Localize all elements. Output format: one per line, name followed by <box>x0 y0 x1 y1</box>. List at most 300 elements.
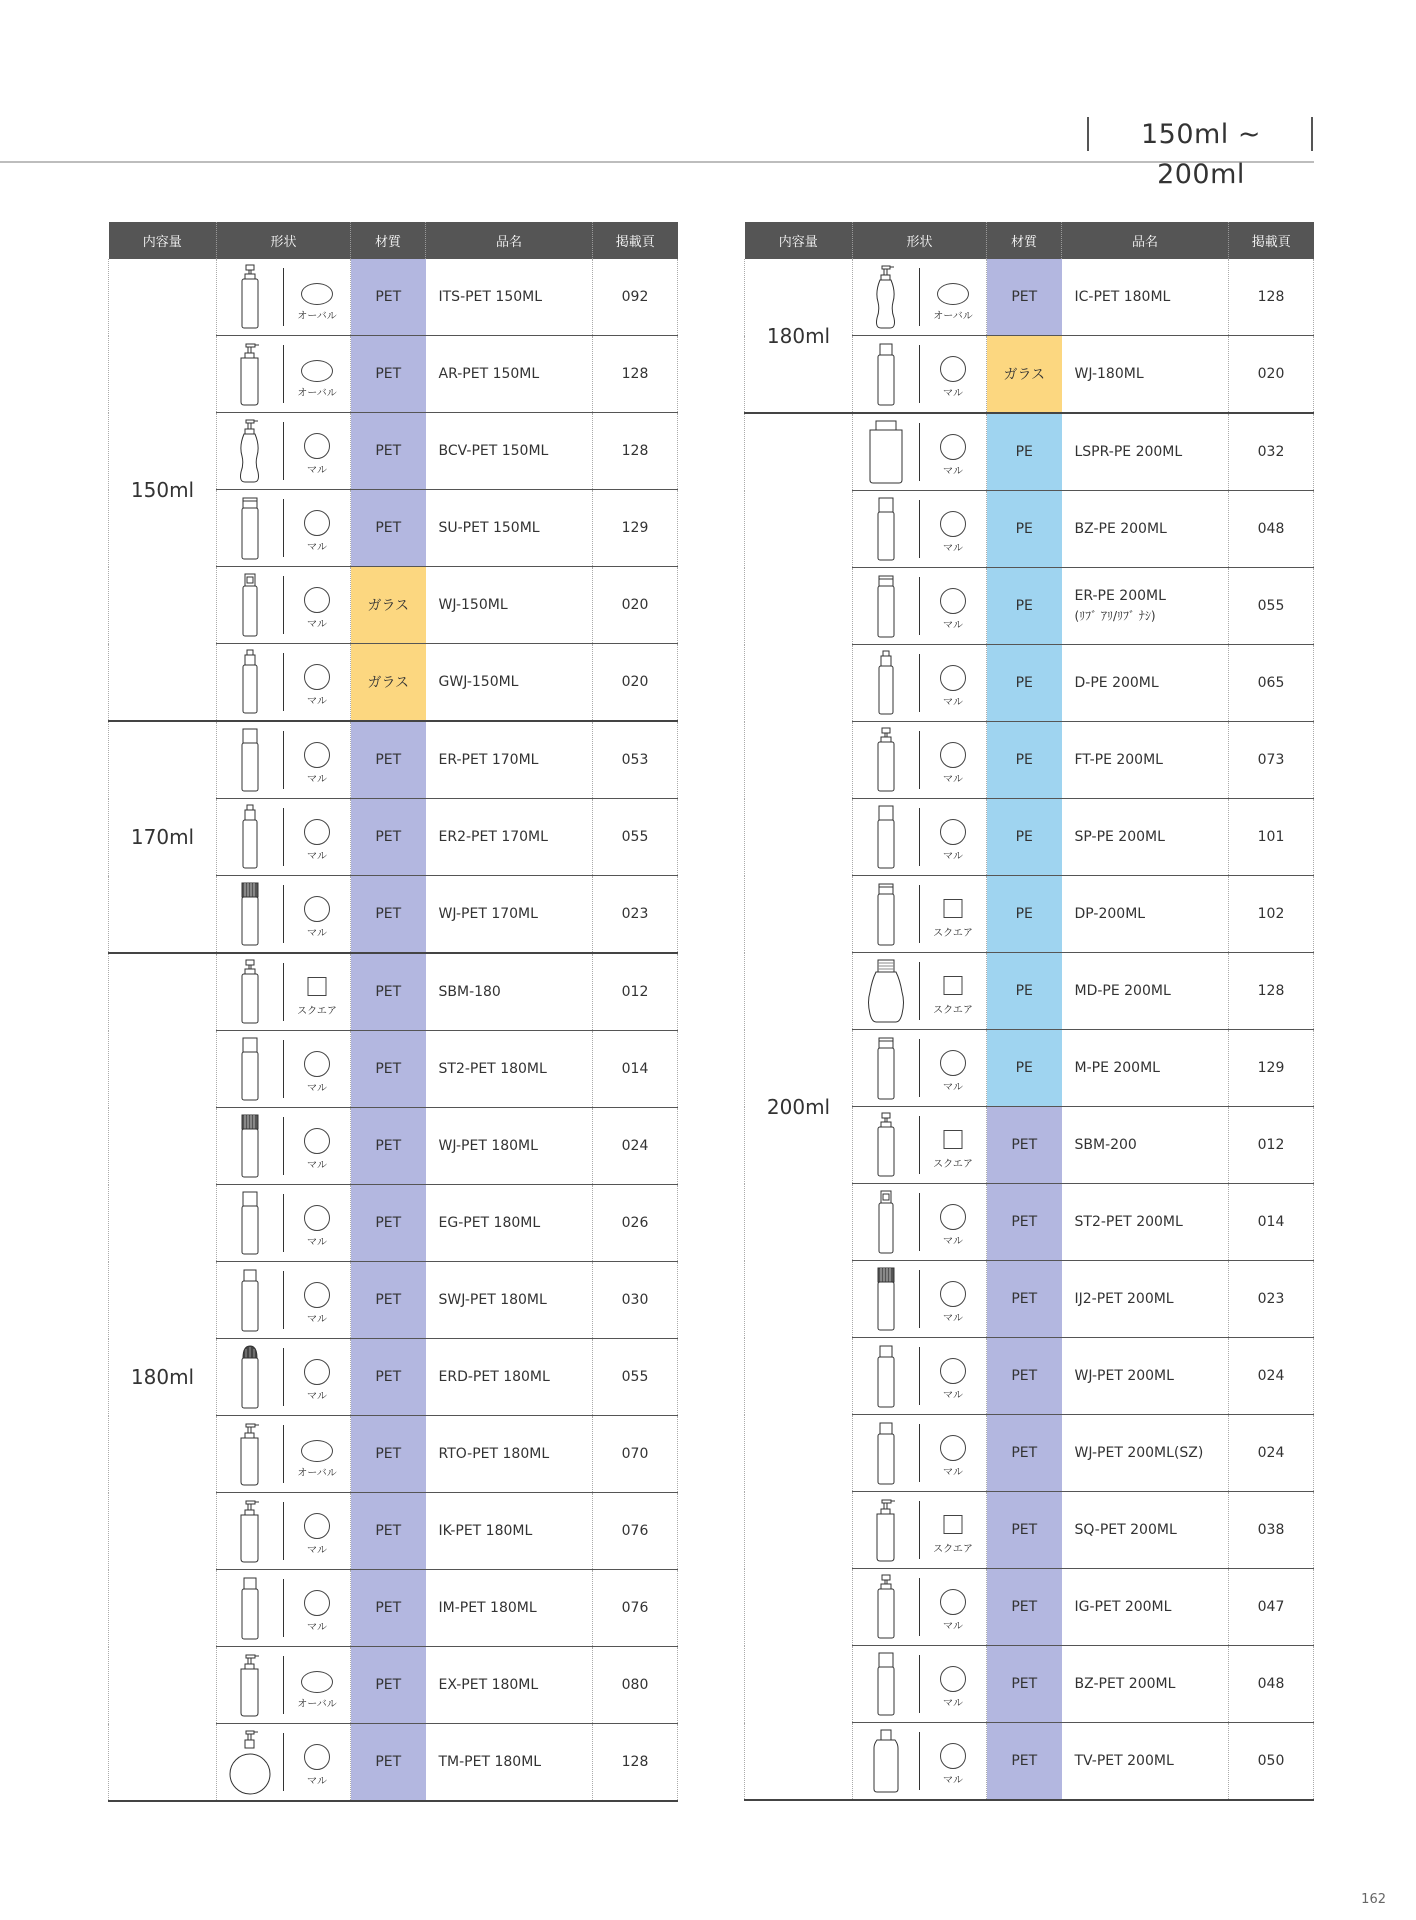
product-name: ITS-PET 150ML <box>438 289 543 305</box>
product-name-cell <box>426 799 593 876</box>
shape-divider <box>919 268 920 326</box>
product-name: DP-200ML <box>1074 906 1146 922</box>
column-header-shape: 形状 <box>217 222 351 259</box>
product-name: MD-PE 200ML <box>1074 983 1171 999</box>
product-name: BZ-PET 200ML <box>1074 1676 1176 1692</box>
shape-divider <box>283 731 284 789</box>
shape-label: スクエア <box>933 1544 973 1555</box>
material-cell: PE <box>987 722 1062 799</box>
product-name: SWJ-PET 180ML <box>438 1292 547 1308</box>
shape-label: マル <box>307 1622 327 1633</box>
product-name: EG-PET 180ML <box>438 1215 541 1231</box>
shape-label: マル <box>943 1313 963 1324</box>
product-name: ER-PE 200ML <box>1074 588 1166 604</box>
shape-label: マル <box>943 1390 963 1401</box>
catalog-page-cell: 128 <box>1229 259 1314 336</box>
shape-divider <box>283 1348 284 1406</box>
shape-cell <box>853 1261 987 1338</box>
cross-section-symbol <box>923 1658 983 1714</box>
round-icon <box>940 1666 966 1692</box>
product-name-cell <box>426 567 593 644</box>
product-name-cell <box>1062 1338 1229 1415</box>
shape-label: マル <box>307 1083 327 1094</box>
shape-divider <box>283 1425 284 1483</box>
product-name: GWJ-150ML <box>438 674 519 690</box>
shape-cell <box>217 490 351 567</box>
bottle-icon <box>226 1112 274 1180</box>
catalog-page-cell: 023 <box>593 876 678 954</box>
shape-divider <box>919 731 920 789</box>
catalog-page-cell: 070 <box>593 1416 678 1493</box>
product-name-cell <box>426 336 593 413</box>
product-name-cell <box>1062 568 1229 645</box>
bottle-icon <box>862 1265 910 1333</box>
capacity-cell: 170ml <box>109 721 217 953</box>
shape-divider <box>283 1656 284 1714</box>
catalog-page-cell: 014 <box>1229 1184 1314 1261</box>
shape-label: オーバル <box>297 1468 337 1479</box>
bottle-icon <box>862 649 910 717</box>
cross-section-symbol <box>923 965 983 1021</box>
cross-section-symbol <box>923 1119 983 1175</box>
catalog-page-cell: 012 <box>1229 1107 1314 1184</box>
shape-cell <box>853 1492 987 1569</box>
catalog-page-cell: 020 <box>1229 336 1314 414</box>
bottle-icon <box>862 340 910 408</box>
bottle-icon <box>226 1497 274 1565</box>
catalog-page-cell: 014 <box>593 1031 678 1108</box>
material-cell: PET <box>351 799 426 876</box>
product-name: IJ2-PET 200ML <box>1074 1291 1174 1307</box>
material-cell: PET <box>351 1724 426 1802</box>
catalog-page-cell: 026 <box>593 1185 678 1262</box>
product-name-cell <box>1062 1646 1229 1723</box>
round-icon <box>940 1743 966 1769</box>
catalog-page-cell: 065 <box>1229 645 1314 722</box>
product-name: LSPR-PE 200ML <box>1074 444 1183 460</box>
shape-label: マル <box>943 1467 963 1478</box>
round-icon <box>940 434 966 460</box>
catalog-page-cell: 032 <box>1229 413 1314 491</box>
catalog-page-cell: 047 <box>1229 1569 1314 1646</box>
shape-divider <box>283 653 284 711</box>
material-cell: PET <box>987 1261 1062 1338</box>
product-name-cell <box>426 1339 593 1416</box>
square-icon <box>308 977 327 996</box>
catalog-page-cell: 030 <box>593 1262 678 1339</box>
bottle-icon <box>862 1342 910 1410</box>
round-icon <box>304 1359 330 1385</box>
product-name-cell <box>1062 1415 1229 1492</box>
product-name-cell <box>426 1031 593 1108</box>
shape-divider <box>283 1579 284 1637</box>
shape-cell <box>853 1338 987 1415</box>
catalog-page-cell: 128 <box>593 413 678 490</box>
material-cell: PE <box>987 491 1062 568</box>
shape-cell <box>853 336 987 414</box>
bottle-icon <box>862 263 910 331</box>
product-name: RTO-PET 180ML <box>438 1446 550 1462</box>
shape-divider <box>919 1424 920 1482</box>
round-icon <box>304 1513 330 1539</box>
bottle-icon <box>862 1111 910 1179</box>
shape-label: マル <box>307 928 327 939</box>
bottle-icon <box>226 726 274 794</box>
oval-icon <box>301 360 333 382</box>
bottle-icon <box>226 571 274 639</box>
round-icon <box>940 356 966 382</box>
shape-cell <box>853 722 987 799</box>
shape-cell <box>217 1416 351 1493</box>
table-row <box>109 259 678 336</box>
round-icon <box>940 819 966 845</box>
shape-divider <box>919 1116 920 1174</box>
shape-label: オーバル <box>297 388 337 399</box>
shape-cell <box>853 259 987 336</box>
shape-cell <box>217 413 351 490</box>
shape-cell <box>217 799 351 876</box>
material-cell: PET <box>351 1570 426 1647</box>
product-name-cell <box>1062 645 1229 722</box>
material-cell: PET <box>351 490 426 567</box>
cross-section-symbol <box>287 348 347 404</box>
catalog-page-cell: 020 <box>593 567 678 644</box>
product-name-cell <box>1062 876 1229 953</box>
cross-section-symbol <box>923 1350 983 1406</box>
shape-divider <box>283 1502 284 1560</box>
product-name-cell <box>426 1416 593 1493</box>
product-name-cell <box>426 259 593 336</box>
product-name: D-PE 200ML <box>1074 675 1159 691</box>
round-icon <box>940 742 966 768</box>
product-name-cell <box>426 876 593 954</box>
product-name-cell <box>426 1724 593 1802</box>
round-icon <box>940 665 966 691</box>
shape-divider <box>919 1270 920 1328</box>
shape-label: オーバル <box>933 311 973 322</box>
table-header-row <box>109 222 678 259</box>
bottle-table-left <box>108 222 678 1802</box>
material-cell: PET <box>987 1415 1062 1492</box>
material-cell: PET <box>351 1493 426 1570</box>
round-icon <box>940 511 966 537</box>
product-name: AR-PET 150ML <box>438 366 540 382</box>
cross-section-symbol <box>923 734 983 790</box>
bottle-icon <box>226 417 274 485</box>
product-name: EX-PET 180ML <box>438 1677 539 1693</box>
cross-section-symbol <box>287 1197 347 1253</box>
shape-divider <box>919 1347 920 1405</box>
cross-section-symbol <box>923 503 983 559</box>
product-name: WJ-PET 200ML(SZ) <box>1074 1445 1204 1461</box>
bottle-icon <box>226 880 274 948</box>
catalog-page-cell: 038 <box>1229 1492 1314 1569</box>
product-name-cell <box>1062 722 1229 799</box>
round-icon <box>304 742 330 768</box>
material-cell: PET <box>351 1031 426 1108</box>
catalog-page-cell: 102 <box>1229 876 1314 953</box>
shape-label: マル <box>307 619 327 630</box>
shape-label: オーバル <box>297 311 337 322</box>
product-name: SQ-PET 200ML <box>1074 1522 1177 1538</box>
bottle-icon <box>226 1035 274 1103</box>
shape-cell <box>853 799 987 876</box>
capacity-cell: 150ml <box>109 259 217 721</box>
product-name-cell <box>426 1108 593 1185</box>
material-cell: PET <box>987 1184 1062 1261</box>
shape-label: マル <box>307 1545 327 1556</box>
shape-cell <box>853 1030 987 1107</box>
oval-icon <box>937 283 969 305</box>
shape-divider <box>919 808 920 866</box>
catalog-page-cell: 055 <box>1229 568 1314 645</box>
bottle-icon <box>226 1728 274 1796</box>
cross-section-symbol <box>287 271 347 327</box>
shape-label: マル <box>943 1082 963 1093</box>
shape-divider <box>919 962 920 1020</box>
cross-section-symbol <box>923 1196 983 1252</box>
table-row <box>745 413 1314 491</box>
cross-section-symbol <box>287 502 347 558</box>
bottle-icon <box>862 1573 910 1641</box>
catalog-page-cell: 024 <box>1229 1415 1314 1492</box>
shape-label: マル <box>943 851 963 862</box>
catalog-page-cell: 128 <box>593 1724 678 1802</box>
cross-section-symbol <box>923 1504 983 1560</box>
square-icon <box>944 899 963 918</box>
shape-label: スクエア <box>933 1159 973 1170</box>
product-name-cell <box>1062 1261 1229 1338</box>
table-row <box>109 721 678 799</box>
square-icon <box>944 976 963 995</box>
cross-section-symbol <box>287 1351 347 1407</box>
material-cell: PE <box>987 953 1062 1030</box>
catalog-page-cell: 129 <box>1229 1030 1314 1107</box>
bottle-icon <box>862 803 910 871</box>
shape-cell <box>217 1339 351 1416</box>
product-name-cell <box>1062 413 1229 491</box>
square-icon <box>944 1515 963 1534</box>
shape-cell <box>217 1647 351 1724</box>
cross-section-symbol <box>287 966 347 1022</box>
round-icon <box>940 1589 966 1615</box>
product-name: WJ-PET 170ML <box>438 906 538 922</box>
material-cell: PET <box>351 413 426 490</box>
product-name-cell <box>1062 1723 1229 1801</box>
column-header-capacity: 内容量 <box>109 222 217 259</box>
catalog-page-cell: 101 <box>1229 799 1314 876</box>
material-cell: PET <box>987 1338 1062 1415</box>
product-name: SBM-180 <box>438 984 501 1000</box>
catalog-page-cell: 055 <box>593 1339 678 1416</box>
shape-cell <box>217 1108 351 1185</box>
round-icon <box>940 1358 966 1384</box>
cross-section-symbol <box>923 1427 983 1483</box>
material-cell: PET <box>351 1416 426 1493</box>
catalog-page-cell: 023 <box>1229 1261 1314 1338</box>
cross-section-symbol <box>287 1659 347 1715</box>
bottle-icon <box>226 263 274 331</box>
shape-label: マル <box>307 696 327 707</box>
cross-section-symbol <box>287 579 347 635</box>
product-name: TM-PET 180ML <box>438 1754 542 1770</box>
shape-divider <box>283 345 284 403</box>
round-icon <box>940 1435 966 1461</box>
material-cell: PET <box>351 953 426 1031</box>
product-name: SBM-200 <box>1074 1137 1137 1153</box>
oval-icon <box>301 283 333 305</box>
material-cell: PET <box>351 1262 426 1339</box>
shape-cell <box>853 1723 987 1801</box>
oval-icon <box>301 1440 333 1462</box>
bottle-icon <box>226 1651 274 1719</box>
product-name: SP-PE 200ML <box>1074 829 1165 845</box>
catalog-page-cell: 048 <box>1229 491 1314 568</box>
product-name-cell <box>1062 1184 1229 1261</box>
shape-label: マル <box>943 1236 963 1247</box>
column-header-material: 材質 <box>351 222 426 259</box>
round-icon <box>304 587 330 613</box>
material-cell: PET <box>351 721 426 799</box>
product-name: ST2-PET 200ML <box>1074 1214 1183 1230</box>
table-row <box>109 953 678 1031</box>
cross-section-symbol <box>923 1042 983 1098</box>
product-name-cell <box>426 1185 593 1262</box>
shape-divider <box>283 1040 284 1098</box>
bottle-icon <box>862 572 910 640</box>
product-name-cell <box>1062 1107 1229 1184</box>
product-name: ER2-PET 170ML <box>438 829 548 845</box>
material-cell: PET <box>987 1492 1062 1569</box>
catalog-page-cell: 092 <box>593 259 678 336</box>
product-name: M-PE 200ML <box>1074 1060 1160 1076</box>
shape-label: マル <box>307 1391 327 1402</box>
round-icon <box>304 510 330 536</box>
cross-section-symbol <box>923 1581 983 1637</box>
product-name-cell <box>1062 799 1229 876</box>
cross-section-symbol <box>287 888 347 944</box>
shape-label: マル <box>943 1621 963 1632</box>
header-bar-left <box>1087 117 1089 151</box>
shape-cell <box>853 953 987 1030</box>
shape-label: マル <box>307 851 327 862</box>
product-name: BCV-PET 150ML <box>438 443 549 459</box>
shape-divider <box>283 1271 284 1329</box>
shape-divider <box>283 1733 284 1791</box>
shape-divider <box>919 1732 920 1790</box>
catalog-page-cell: 073 <box>1229 722 1314 799</box>
shape-cell <box>217 567 351 644</box>
shape-cell <box>853 1184 987 1261</box>
shape-divider <box>919 1501 920 1559</box>
material-cell: PET <box>351 876 426 954</box>
bottle-icon <box>862 1188 910 1256</box>
catalog-page-cell: 053 <box>593 721 678 799</box>
product-name-cell <box>426 644 593 722</box>
material-cell: ガラス <box>351 567 426 644</box>
shape-label: オーバル <box>297 1699 337 1710</box>
round-icon <box>304 1744 330 1770</box>
shape-divider <box>919 1193 920 1251</box>
product-name: ERD-PET 180ML <box>438 1369 550 1385</box>
shape-label: マル <box>943 1698 963 1709</box>
shape-cell <box>853 413 987 491</box>
bottle-icon <box>862 1727 910 1795</box>
shape-cell <box>217 1185 351 1262</box>
page-number: 162 <box>1361 1892 1386 1907</box>
round-icon <box>304 1205 330 1231</box>
material-cell: PET <box>351 336 426 413</box>
capacity-cell: 180ml <box>109 953 217 1801</box>
shape-cell <box>217 1724 351 1802</box>
cross-section-symbol <box>923 271 983 327</box>
shape-divider <box>283 422 284 480</box>
shape-label: マル <box>943 620 963 631</box>
shape-label: スクエア <box>933 1005 973 1016</box>
shape-cell <box>217 259 351 336</box>
bottle-icon <box>226 340 274 408</box>
product-name: WJ-150ML <box>438 597 508 613</box>
round-icon <box>940 1204 966 1230</box>
shape-label: マル <box>307 1160 327 1171</box>
bottle-icon <box>226 494 274 562</box>
product-name-cell <box>426 721 593 799</box>
material-cell: PE <box>987 1030 1062 1107</box>
catalog-page-cell: 024 <box>1229 1338 1314 1415</box>
product-name: IG-PET 200ML <box>1074 1599 1172 1615</box>
column-header-page: 掲載頁 <box>1229 222 1314 259</box>
cross-section-symbol <box>287 734 347 790</box>
product-name-cell <box>426 1647 593 1724</box>
material-cell: PE <box>987 876 1062 953</box>
cross-section-symbol <box>287 1428 347 1484</box>
cross-section-symbol <box>287 1043 347 1099</box>
shape-cell <box>853 645 987 722</box>
cross-section-symbol <box>287 425 347 481</box>
square-icon <box>944 1130 963 1149</box>
catalog-page-cell: 050 <box>1229 1723 1314 1801</box>
round-icon <box>304 433 330 459</box>
shape-divider <box>283 576 284 634</box>
round-icon <box>304 1590 330 1616</box>
cross-section-symbol <box>923 811 983 867</box>
shape-label: マル <box>943 388 963 399</box>
product-name: ER-PET 170ML <box>438 752 539 768</box>
product-name: SU-PET 150ML <box>438 520 540 536</box>
shape-label: マル <box>307 542 327 553</box>
bottle-icon <box>226 1189 274 1257</box>
shape-cell <box>853 1415 987 1492</box>
product-name-cell <box>1062 1030 1229 1107</box>
product-name-cell <box>426 1570 593 1647</box>
catalog-page-cell: 048 <box>1229 1646 1314 1723</box>
product-name: TV-PET 200ML <box>1074 1753 1174 1769</box>
header-rule <box>0 161 1314 163</box>
round-icon <box>940 1050 966 1076</box>
bottle-table-right <box>744 222 1314 1801</box>
catalog-page-cell: 129 <box>593 490 678 567</box>
shape-divider <box>919 423 920 481</box>
product-name-cell <box>426 953 593 1031</box>
material-cell: ガラス <box>987 336 1062 414</box>
shape-cell <box>217 1031 351 1108</box>
catalog-page-cell: 055 <box>593 799 678 876</box>
shape-divider <box>283 268 284 326</box>
product-name-cell <box>1062 1492 1229 1569</box>
cross-section-symbol <box>923 888 983 944</box>
shape-cell <box>217 1493 351 1570</box>
shape-label: スクエア <box>933 928 973 939</box>
